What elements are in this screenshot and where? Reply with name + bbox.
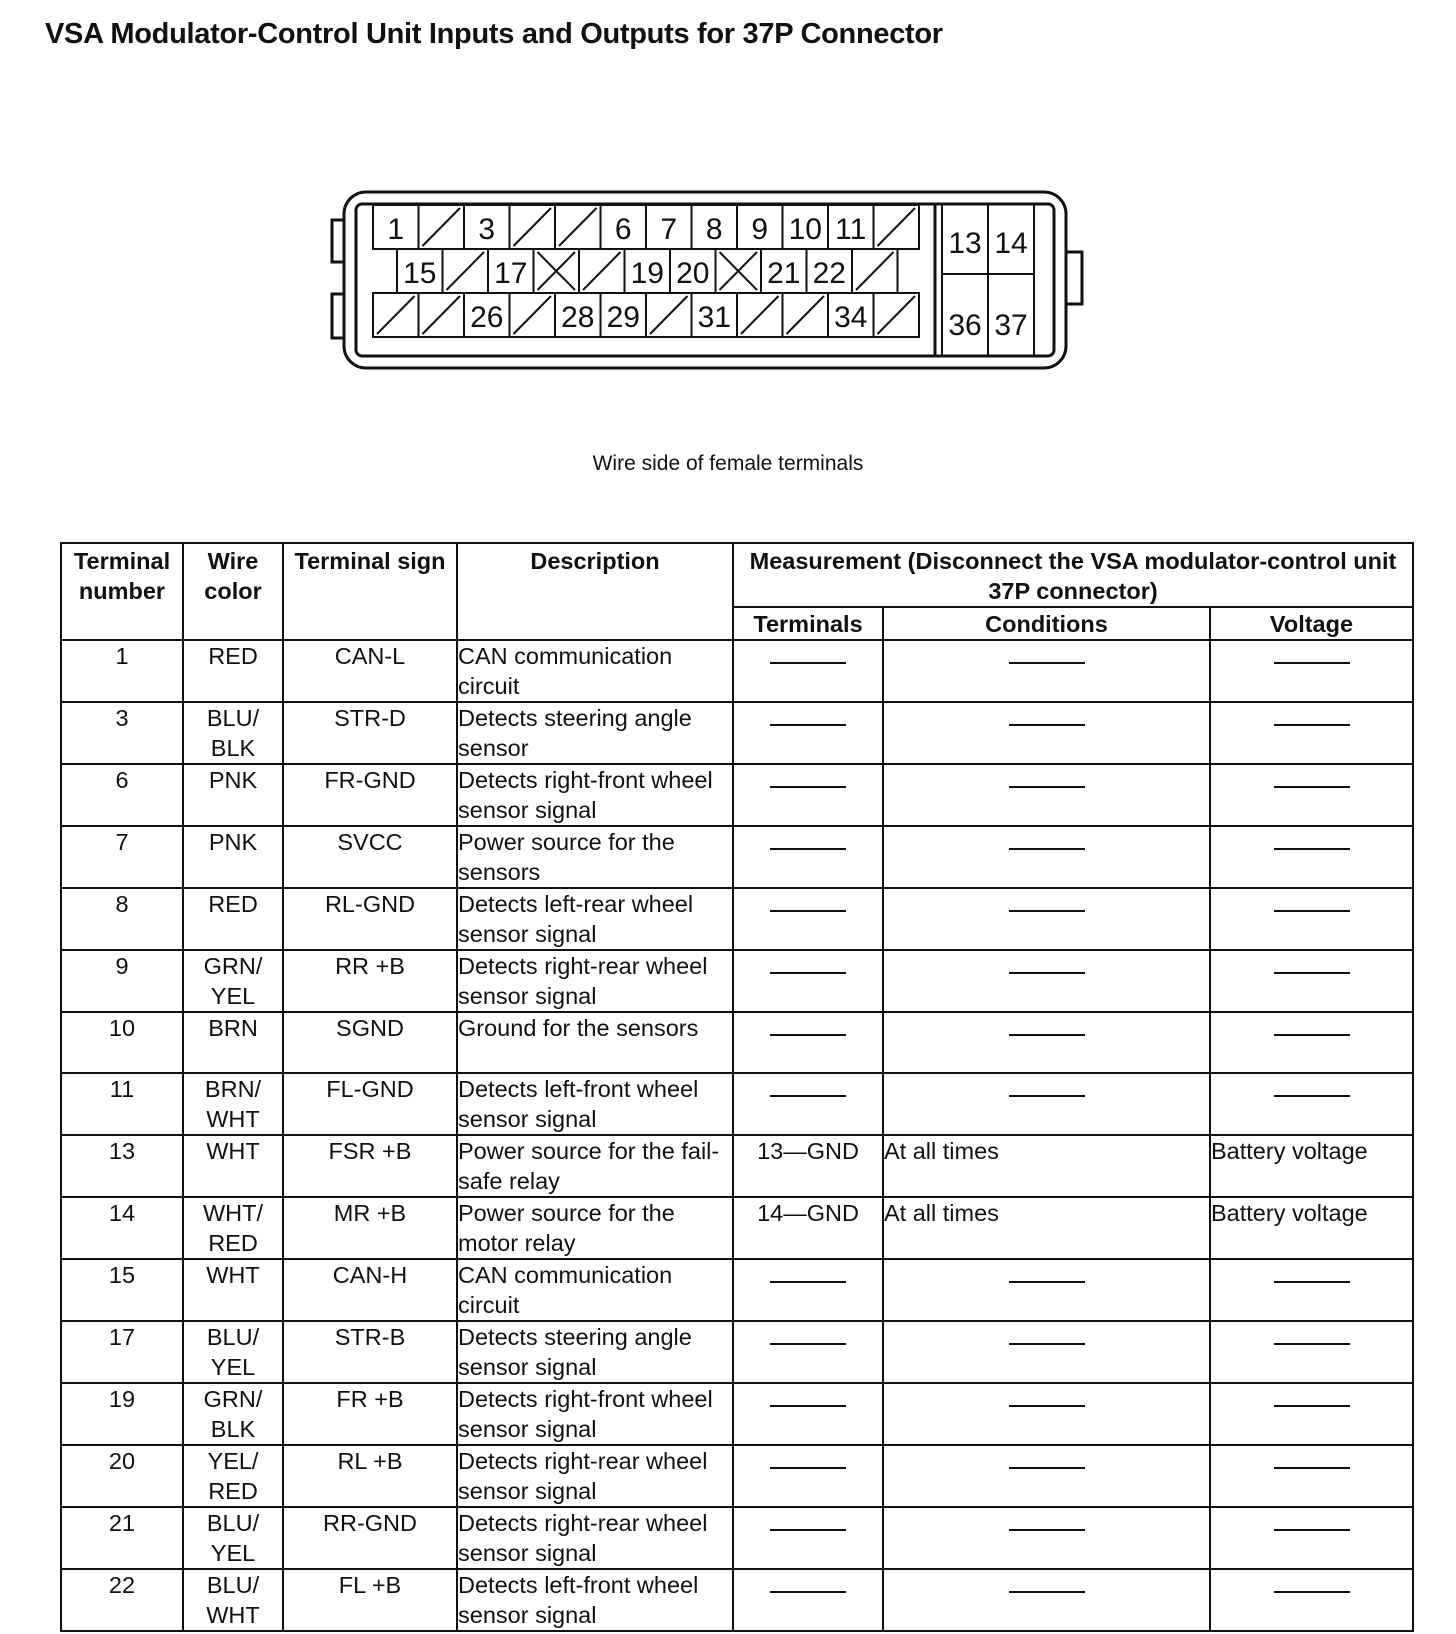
description-cell-text: Detects left-rear wheel sensor signal bbox=[458, 891, 694, 947]
header-terminals: Terminals bbox=[733, 607, 883, 640]
measurement-terminals-cell bbox=[733, 1197, 883, 1259]
voltage-cell-text: Battery voltage bbox=[1211, 1138, 1368, 1164]
terminal-sign-cell-text: SVCC bbox=[337, 829, 403, 855]
voltage-cell bbox=[1210, 1445, 1413, 1507]
conditions-cell bbox=[883, 1569, 1210, 1631]
unused-terminal-slash bbox=[787, 296, 825, 334]
unused-terminal-slash bbox=[583, 252, 621, 290]
wire-color-cell-text: WHT/ RED bbox=[202, 1200, 264, 1256]
not-applicable-dash bbox=[1009, 848, 1085, 850]
not-applicable-dash bbox=[770, 1467, 846, 1469]
not-applicable-dash bbox=[770, 1529, 846, 1531]
table-row bbox=[61, 950, 1413, 1012]
wire-color-cell-text: YEL/ RED bbox=[207, 1448, 259, 1504]
wire-color-cell-text: RED bbox=[208, 643, 258, 669]
terminal-sign-cell-text: RL +B bbox=[337, 1448, 403, 1474]
unused-terminal-slash bbox=[423, 208, 461, 246]
voltage-cell bbox=[1210, 1073, 1413, 1135]
wire-color-cell bbox=[183, 1197, 283, 1259]
description-cell bbox=[457, 640, 733, 702]
terminal-label: 10 bbox=[788, 213, 822, 246]
terminal-sign-cell bbox=[283, 1073, 457, 1135]
measurement-terminals-cell bbox=[733, 950, 883, 1012]
wire-color-cell-text: RED bbox=[208, 891, 258, 917]
terminal-sign-cell bbox=[283, 1445, 457, 1507]
description-cell-text: Ground for the sensors bbox=[458, 1015, 699, 1041]
wire-color-cell bbox=[183, 826, 283, 888]
description-cell bbox=[457, 1135, 733, 1197]
measurement-terminals-cell bbox=[733, 764, 883, 826]
measurement-terminals-cell bbox=[733, 1507, 883, 1569]
unused-terminal-slash bbox=[514, 208, 552, 246]
terminal-number-cell-text: 6 bbox=[115, 767, 129, 793]
wire-color-cell bbox=[183, 888, 283, 950]
description-cell bbox=[457, 702, 733, 764]
description-cell-text: Detects right-rear wheel sensor signal bbox=[458, 953, 708, 1009]
terminal-sign-cell-text: FSR +B bbox=[328, 1138, 412, 1164]
conditions-cell bbox=[883, 826, 1210, 888]
not-applicable-dash bbox=[1009, 1467, 1085, 1469]
not-applicable-dash bbox=[1274, 1529, 1350, 1531]
measurement-terminals-cell bbox=[733, 826, 883, 888]
wire-color-cell-text: GRN/ YEL bbox=[203, 953, 263, 1009]
terminal-number-cell bbox=[61, 950, 183, 1012]
table-row bbox=[61, 1197, 1413, 1259]
io-table bbox=[60, 542, 1414, 1632]
table-row bbox=[61, 1507, 1413, 1569]
unused-terminal-slash bbox=[377, 296, 415, 334]
wire-color-cell bbox=[183, 1012, 283, 1073]
terminal-sign-cell-text: MR +B bbox=[333, 1200, 407, 1226]
voltage-cell bbox=[1210, 888, 1413, 950]
terminal-sign-cell bbox=[283, 1012, 457, 1073]
terminal-number-cell-text: 22 bbox=[108, 1572, 136, 1598]
not-applicable-dash bbox=[1274, 848, 1350, 850]
table-row bbox=[61, 1259, 1413, 1321]
not-applicable-dash bbox=[770, 1281, 846, 1283]
wire-color-cell-text: GRN/ BLK bbox=[203, 1386, 263, 1442]
description-cell bbox=[457, 950, 733, 1012]
conditions-cell bbox=[883, 1135, 1210, 1197]
terminal-sign-cell bbox=[283, 764, 457, 826]
terminal-sign-cell bbox=[283, 950, 457, 1012]
unused-terminal-slash bbox=[514, 296, 552, 334]
not-applicable-dash bbox=[770, 662, 846, 664]
terminal-label: 19 bbox=[630, 257, 664, 290]
terminal-number-cell-text: 21 bbox=[108, 1510, 136, 1536]
unused-terminal-slash bbox=[559, 208, 597, 246]
table-row bbox=[61, 1569, 1413, 1631]
description-cell-text: Detects right-front wheel sensor signal bbox=[458, 767, 713, 823]
voltage-cell bbox=[1210, 1012, 1413, 1073]
wire-color-cell-text: BRN bbox=[208, 1015, 258, 1041]
description-cell bbox=[457, 764, 733, 826]
header-conditions: Conditions bbox=[883, 607, 1210, 640]
terminal-label: 8 bbox=[705, 213, 723, 246]
not-applicable-dash bbox=[770, 786, 846, 788]
not-applicable-dash bbox=[1009, 1281, 1085, 1283]
terminal-number-cell bbox=[61, 764, 183, 826]
not-applicable-dash bbox=[1009, 1095, 1085, 1097]
terminal-sign-cell-text: FL-GND bbox=[326, 1076, 414, 1102]
unused-terminal-slash bbox=[447, 252, 485, 290]
terminal-label: 37 bbox=[994, 309, 1028, 342]
terminal-label: 1 bbox=[387, 213, 405, 246]
terminal-label: 17 bbox=[494, 257, 528, 290]
conditions-cell bbox=[883, 950, 1210, 1012]
wire-color-cell bbox=[183, 1135, 283, 1197]
conditions-cell bbox=[883, 1507, 1210, 1569]
terminal-number-cell-text: 11 bbox=[109, 1076, 135, 1102]
voltage-cell-text: Battery voltage bbox=[1211, 1200, 1368, 1226]
measurement-terminals-cell-text: 13—GND bbox=[757, 1138, 859, 1164]
terminal-sign-cell-text: RR-GND bbox=[323, 1510, 417, 1536]
terminal-number-cell-text: 7 bbox=[115, 829, 129, 855]
measurement-terminals-cell bbox=[733, 640, 883, 702]
conditions-cell bbox=[883, 888, 1210, 950]
description-cell bbox=[457, 1445, 733, 1507]
measurement-terminals-cell bbox=[733, 1569, 883, 1631]
wire-color-cell bbox=[183, 764, 283, 826]
not-applicable-dash bbox=[770, 1095, 846, 1097]
terminal-label: 31 bbox=[697, 301, 731, 334]
description-cell-text: Detects left-front wheel sensor signal bbox=[458, 1076, 699, 1132]
terminal-sign-cell bbox=[283, 1135, 457, 1197]
not-applicable-dash bbox=[770, 1034, 846, 1036]
not-applicable-dash bbox=[1274, 1034, 1350, 1036]
terminal-label: 11 bbox=[835, 213, 867, 246]
terminal-sign-cell-text: RL-GND bbox=[324, 891, 416, 917]
not-applicable-dash bbox=[1274, 1281, 1350, 1283]
terminal-label: 6 bbox=[614, 213, 632, 246]
terminal-sign-cell bbox=[283, 702, 457, 764]
measurement-terminals-cell bbox=[733, 1383, 883, 1445]
terminal-sign-cell bbox=[283, 826, 457, 888]
terminal-number-cell bbox=[61, 1445, 183, 1507]
terminal-sign-cell-text: FR-GND bbox=[324, 767, 416, 793]
not-applicable-dash bbox=[1009, 1034, 1085, 1036]
wire-color-cell-text: BLU/ YEL bbox=[206, 1324, 260, 1380]
not-applicable-dash bbox=[1274, 1095, 1350, 1097]
terminal-label: 34 bbox=[834, 301, 868, 334]
conditions-cell bbox=[883, 1259, 1210, 1321]
conditions-cell bbox=[883, 1321, 1210, 1383]
terminal-number-cell bbox=[61, 1321, 183, 1383]
not-applicable-dash bbox=[1009, 662, 1085, 664]
terminal-sign-cell bbox=[283, 1507, 457, 1569]
terminal-label: 22 bbox=[812, 257, 846, 290]
conditions-cell-text: At all times bbox=[884, 1138, 999, 1164]
measurement-terminals-cell bbox=[733, 702, 883, 764]
wire-color-cell-text: BLU/ BLK bbox=[206, 705, 260, 761]
description-cell-text: Detects right-front wheel sensor signal bbox=[458, 1386, 713, 1442]
not-applicable-dash bbox=[770, 1405, 846, 1407]
terminal-number-cell bbox=[61, 1383, 183, 1445]
description-cell-text: Power source for the motor relay bbox=[458, 1200, 675, 1256]
terminal-sign-cell bbox=[283, 888, 457, 950]
table-row bbox=[61, 702, 1413, 764]
description-cell bbox=[457, 1321, 733, 1383]
description-cell-text: Detects right-rear wheel sensor signal bbox=[458, 1510, 708, 1566]
terminal-label: 3 bbox=[478, 213, 496, 246]
header-terminal-number: Terminal number bbox=[61, 543, 183, 640]
terminal-label: 20 bbox=[676, 257, 710, 290]
conditions-cell bbox=[883, 764, 1210, 826]
terminal-sign-cell-text: FR +B bbox=[336, 1386, 404, 1412]
description-cell-text: Power source for the fail-safe relay bbox=[458, 1138, 720, 1194]
unused-terminal-slash bbox=[650, 296, 688, 334]
terminal-label: 29 bbox=[606, 301, 640, 334]
wire-color-cell bbox=[183, 1445, 283, 1507]
unused-terminal-slash bbox=[423, 296, 461, 334]
voltage-cell bbox=[1210, 764, 1413, 826]
measurement-terminals-cell bbox=[733, 888, 883, 950]
voltage-cell bbox=[1210, 1197, 1413, 1259]
terminal-sign-cell-text: STR-B bbox=[334, 1324, 406, 1350]
wire-color-cell bbox=[183, 640, 283, 702]
terminal-sign-cell bbox=[283, 1259, 457, 1321]
terminal-sign-cell-text: FL +B bbox=[338, 1572, 402, 1598]
wire-color-cell bbox=[183, 1259, 283, 1321]
terminal-sign-cell bbox=[283, 1383, 457, 1445]
terminal-sign-cell bbox=[283, 640, 457, 702]
wire-color-cell-text: WHT bbox=[206, 1138, 260, 1164]
wire-color-cell bbox=[183, 1321, 283, 1383]
terminal-sign-cell bbox=[283, 1321, 457, 1383]
description-cell bbox=[457, 888, 733, 950]
not-applicable-dash bbox=[1009, 724, 1085, 726]
unused-terminal-slash bbox=[856, 252, 894, 290]
terminal-number-cell bbox=[61, 888, 183, 950]
not-applicable-dash bbox=[1274, 972, 1350, 974]
terminal-sign-cell-text: SGND bbox=[336, 1015, 404, 1041]
description-cell-text: Detects steering angle sensor bbox=[458, 705, 692, 761]
terminal-sign-cell-text: CAN-H bbox=[332, 1262, 408, 1288]
voltage-cell bbox=[1210, 1569, 1413, 1631]
conditions-cell bbox=[883, 1383, 1210, 1445]
header-wire-color: Wire color bbox=[183, 543, 283, 640]
terminal-number-cell-text: 14 bbox=[108, 1200, 136, 1226]
not-applicable-dash bbox=[770, 910, 846, 912]
unused-terminal-slash bbox=[741, 296, 779, 334]
wire-color-cell bbox=[183, 950, 283, 1012]
terminal-label: 36 bbox=[948, 309, 982, 342]
not-applicable-dash bbox=[1009, 786, 1085, 788]
conditions-cell bbox=[883, 1012, 1210, 1073]
not-applicable-dash bbox=[1274, 662, 1350, 664]
not-applicable-dash bbox=[1009, 1405, 1085, 1407]
terminal-number-cell bbox=[61, 1569, 183, 1631]
page-title: VSA Modulator-Control Unit Inputs and Outputs for 37P Connector bbox=[45, 18, 943, 50]
not-applicable-dash bbox=[770, 1343, 846, 1345]
connector-caption: Wire side of female terminals bbox=[592, 452, 864, 475]
not-applicable-dash bbox=[770, 724, 846, 726]
conditions-cell-text: At all times bbox=[884, 1200, 999, 1226]
terminal-number-cell bbox=[61, 826, 183, 888]
conditions-cell bbox=[883, 640, 1210, 702]
table-row bbox=[61, 1012, 1413, 1073]
measurement-terminals-cell bbox=[733, 1259, 883, 1321]
conditions-cell bbox=[883, 702, 1210, 764]
header-description: Description bbox=[457, 543, 733, 640]
terminal-label: 7 bbox=[660, 213, 678, 246]
measurement-terminals-cell bbox=[733, 1073, 883, 1135]
table-row bbox=[61, 1321, 1413, 1383]
terminal-number-cell-text: 1 bbox=[115, 643, 129, 669]
measurement-terminals-cell-text: 14—GND bbox=[757, 1200, 859, 1226]
measurement-terminals-cell bbox=[733, 1135, 883, 1197]
not-applicable-dash bbox=[1009, 1591, 1085, 1593]
description-cell bbox=[457, 1383, 733, 1445]
not-applicable-dash bbox=[1009, 1529, 1085, 1531]
wire-color-cell bbox=[183, 1073, 283, 1135]
wire-color-cell-text: BRN/ WHT bbox=[204, 1076, 262, 1132]
terminal-number-cell bbox=[61, 1507, 183, 1569]
table-row bbox=[61, 640, 1413, 702]
measurement-terminals-cell bbox=[733, 1321, 883, 1383]
terminal-number-cell-text: 8 bbox=[115, 891, 129, 917]
table-row bbox=[61, 888, 1413, 950]
description-cell bbox=[457, 1259, 733, 1321]
terminal-label: 28 bbox=[561, 301, 595, 334]
not-applicable-dash bbox=[1274, 1343, 1350, 1345]
table-row bbox=[61, 826, 1413, 888]
description-cell-text: Detects steering angle sensor signal bbox=[458, 1324, 692, 1380]
header-voltage: Voltage bbox=[1210, 607, 1413, 640]
terminal-label: 26 bbox=[470, 301, 504, 334]
not-applicable-dash bbox=[1009, 910, 1085, 912]
wire-color-cell-text: WHT bbox=[206, 1262, 260, 1288]
table-row bbox=[61, 1445, 1413, 1507]
description-cell-text: CAN communication circuit bbox=[458, 643, 673, 699]
not-applicable-dash bbox=[1274, 786, 1350, 788]
wire-color-cell bbox=[183, 702, 283, 764]
terminal-number-cell-text: 20 bbox=[108, 1448, 136, 1474]
terminal-number-cell-text: 10 bbox=[108, 1015, 136, 1041]
conditions-cell bbox=[883, 1197, 1210, 1259]
voltage-cell bbox=[1210, 702, 1413, 764]
terminal-label: 21 bbox=[767, 257, 801, 290]
header-terminal-sign: Terminal sign bbox=[283, 543, 457, 640]
description-cell bbox=[457, 1197, 733, 1259]
not-applicable-dash bbox=[1274, 724, 1350, 726]
connector-diagram bbox=[330, 190, 1130, 380]
terminal-sign-cell-text: RR +B bbox=[335, 953, 405, 979]
measurement-terminals-cell bbox=[733, 1445, 883, 1507]
voltage-cell bbox=[1210, 640, 1413, 702]
voltage-cell bbox=[1210, 1383, 1413, 1445]
header-measurement: Measurement (Disconnect the VSA modulator-control unit 37P connector) bbox=[733, 543, 1413, 607]
terminal-sign-cell-text: STR-D bbox=[334, 705, 406, 731]
not-applicable-dash bbox=[770, 848, 846, 850]
description-cell bbox=[457, 1507, 733, 1569]
not-applicable-dash bbox=[770, 1591, 846, 1593]
terminal-number-cell-text: 9 bbox=[115, 953, 129, 979]
connector-latch-left-bottom bbox=[332, 294, 344, 338]
description-cell-text: CAN communication circuit bbox=[458, 1262, 673, 1318]
wire-color-cell-text: BLU/ WHT bbox=[206, 1572, 260, 1628]
terminal-sign-cell bbox=[283, 1569, 457, 1631]
terminal-number-cell bbox=[61, 1073, 183, 1135]
terminal-sign-cell-text: CAN-L bbox=[334, 643, 406, 669]
voltage-cell bbox=[1210, 1321, 1413, 1383]
description-cell-text: Power source for the sensors bbox=[458, 829, 675, 885]
voltage-cell bbox=[1210, 826, 1413, 888]
measurement-terminals-cell bbox=[733, 1012, 883, 1073]
not-applicable-dash bbox=[1009, 1343, 1085, 1345]
connector-latch-left-top bbox=[332, 220, 344, 262]
terminal-label: 9 bbox=[751, 213, 769, 246]
voltage-cell bbox=[1210, 950, 1413, 1012]
table-row bbox=[61, 764, 1413, 826]
table-row bbox=[61, 1073, 1413, 1135]
unused-terminal-slash bbox=[878, 208, 916, 246]
conditions-cell bbox=[883, 1073, 1210, 1135]
terminal-number-cell-text: 19 bbox=[108, 1386, 136, 1412]
wire-color-cell bbox=[183, 1383, 283, 1445]
terminal-label: 14 bbox=[994, 227, 1028, 260]
description-cell-text: Detects right-rear wheel sensor signal bbox=[458, 1448, 708, 1504]
not-applicable-dash bbox=[1274, 1591, 1350, 1593]
terminal-number-cell-text: 17 bbox=[108, 1324, 136, 1350]
not-applicable-dash bbox=[1009, 972, 1085, 974]
wire-color-cell-text: BLU/ YEL bbox=[206, 1510, 260, 1566]
terminal-number-cell bbox=[61, 1259, 183, 1321]
wire-color-cell-text: PNK bbox=[208, 767, 258, 793]
terminal-sign-cell bbox=[283, 1197, 457, 1259]
terminal-number-cell-text: 15 bbox=[108, 1262, 136, 1288]
terminal-label: 13 bbox=[948, 227, 982, 260]
table-row bbox=[61, 1135, 1413, 1197]
voltage-cell bbox=[1210, 1507, 1413, 1569]
table-body bbox=[61, 640, 1413, 1631]
connector-latch-right bbox=[1066, 252, 1082, 304]
terminal-number-cell bbox=[61, 702, 183, 764]
terminal-number-cell bbox=[61, 1197, 183, 1259]
wire-color-cell-text: PNK bbox=[208, 829, 258, 855]
table-row bbox=[61, 1383, 1413, 1445]
not-applicable-dash bbox=[1274, 910, 1350, 912]
wire-color-cell bbox=[183, 1569, 283, 1631]
terminal-number-cell-text: 13 bbox=[108, 1138, 136, 1164]
voltage-cell bbox=[1210, 1259, 1413, 1321]
wire-color-cell bbox=[183, 1507, 283, 1569]
not-applicable-dash bbox=[1274, 1405, 1350, 1407]
conditions-cell bbox=[883, 1445, 1210, 1507]
terminal-number-cell bbox=[61, 640, 183, 702]
not-applicable-dash bbox=[1274, 1467, 1350, 1469]
not-applicable-dash bbox=[770, 972, 846, 974]
description-cell bbox=[457, 1073, 733, 1135]
terminal-label: 15 bbox=[403, 257, 437, 290]
description-cell bbox=[457, 826, 733, 888]
terminal-number-cell bbox=[61, 1012, 183, 1073]
terminal-number-cell-text: 3 bbox=[115, 705, 129, 731]
description-cell bbox=[457, 1569, 733, 1631]
description-cell-text: Detects left-front wheel sensor signal bbox=[458, 1572, 699, 1628]
voltage-cell bbox=[1210, 1135, 1413, 1197]
terminal-number-cell bbox=[61, 1135, 183, 1197]
unused-terminal-slash bbox=[878, 296, 916, 334]
description-cell bbox=[457, 1012, 733, 1073]
